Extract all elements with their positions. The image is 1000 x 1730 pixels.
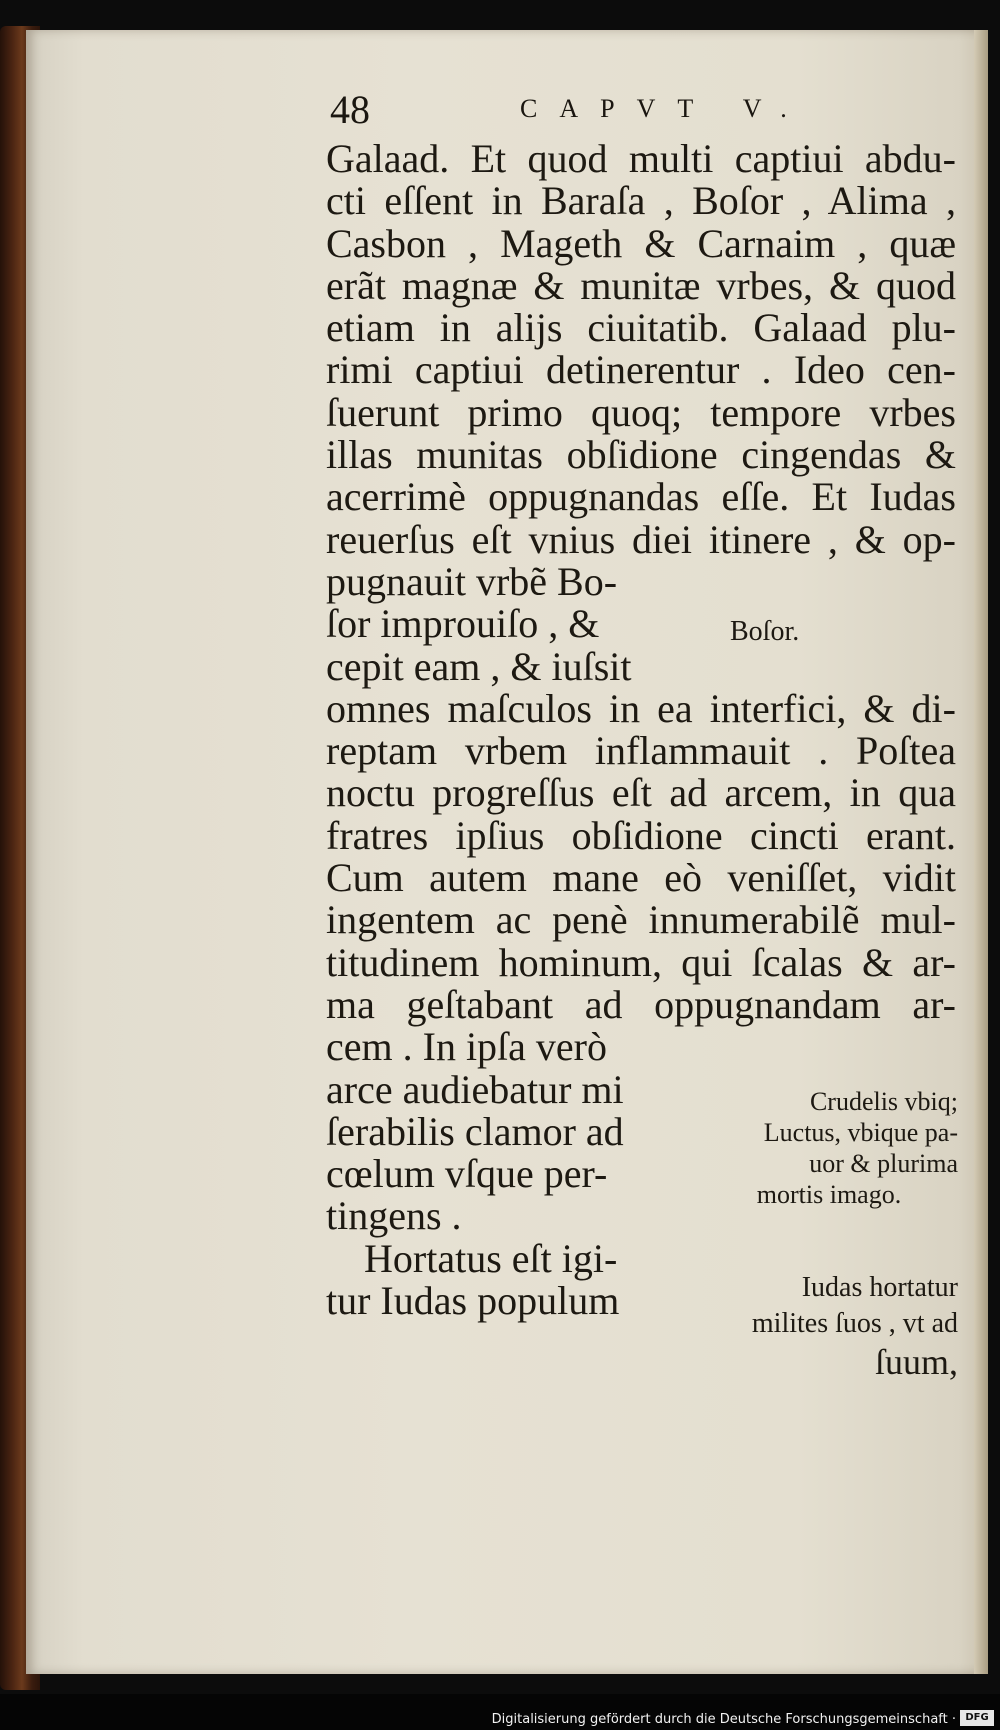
text-line: acerrimè oppugnandas eſſe. Et Iudas: [326, 474, 956, 520]
text-line: cepit eam , & iuſsit: [326, 643, 632, 689]
text-line: noctu progreſſus eſt ad arcem, in qua: [326, 770, 956, 816]
margin-note-iudas: [690, 1270, 958, 1382]
text-line: erãt magnæ & munitæ vrbes, & quod: [326, 262, 956, 308]
text-line: ſerabilis clamor ad: [326, 1108, 624, 1154]
margin-note-crudelis: [690, 1086, 958, 1210]
text-line: titudinem hominum, qui ſcalas & ar-: [326, 939, 956, 985]
margin-note-line: Luctus, vbique pa-: [763, 1118, 958, 1147]
text-line: omnes maſculos in ea interfici, & di-: [326, 685, 956, 731]
text-line: cti eſſent in Baraſa , Boſor , Alima ,: [326, 178, 956, 224]
page-number: 48: [330, 87, 370, 132]
text-line: Galaad. Et quod multi captiui abdu-: [326, 136, 956, 181]
text-line: ingentem ac penè innumerabilẽ mul-: [326, 897, 956, 943]
margin-note-line: uor & plurima: [809, 1149, 958, 1178]
text-line: illas munitas obſidione cingendas &: [326, 432, 956, 478]
text-line: Hortatus eſt igi-: [364, 1235, 618, 1281]
text-line: arce audiebatur mi: [326, 1066, 624, 1112]
text-line: reuerſus eſt vnius diei itinere , & op-: [326, 516, 956, 562]
margin-note-bosor: Boſor.: [730, 616, 800, 647]
text-line: ma geſtabant ad oppugnandam ar-: [326, 981, 956, 1027]
text-line: rimi captiui detinerentur . Ideo cen-: [326, 347, 956, 393]
text-line: reptam vrbem inflammauit . Poſtea: [326, 728, 956, 774]
margin-note-line: milites ſuos , vt ad: [751, 1308, 958, 1339]
page-header: [330, 87, 850, 132]
text-line: fratres ipſius obſidione cincti erant.: [326, 812, 956, 858]
margin-note-line: Crudelis vbiq;: [809, 1087, 958, 1116]
text-line: cem . In ipſa verò: [326, 1024, 607, 1070]
funding-credit: Digitalisierung gefördert durch die Deutsche Forschungsgemeinschaft ·: [491, 1712, 956, 1727]
text-line: Cum autem mane eò veniſſet, vidit: [326, 855, 956, 901]
text-line: tingens .: [326, 1193, 462, 1239]
margin-note-line: mortis imago.: [756, 1180, 902, 1209]
catchword: ſuum,: [874, 1342, 958, 1382]
margin-note-line: Iudas hortatur: [801, 1272, 958, 1303]
text-line: Casbon , Mageth & Carnaim , quæ: [326, 220, 956, 266]
running-head: CAPVT V.: [520, 94, 809, 123]
text-line: cœlum vſque per-: [326, 1151, 608, 1197]
text-line: tur Iudas populum: [326, 1278, 620, 1324]
dfg-logo: DFG: [960, 1710, 994, 1726]
text-line: ſuerunt primo quoq; tempore vrbes: [326, 389, 956, 435]
text-line: ſor improuiſo , &: [326, 601, 600, 647]
text-line: pugnauit vrbẽ Bo-: [326, 558, 618, 604]
text-line: etiam in alijs ciuitatib. Galaad plu-: [326, 305, 956, 351]
page-fore-edge: [974, 30, 988, 1674]
